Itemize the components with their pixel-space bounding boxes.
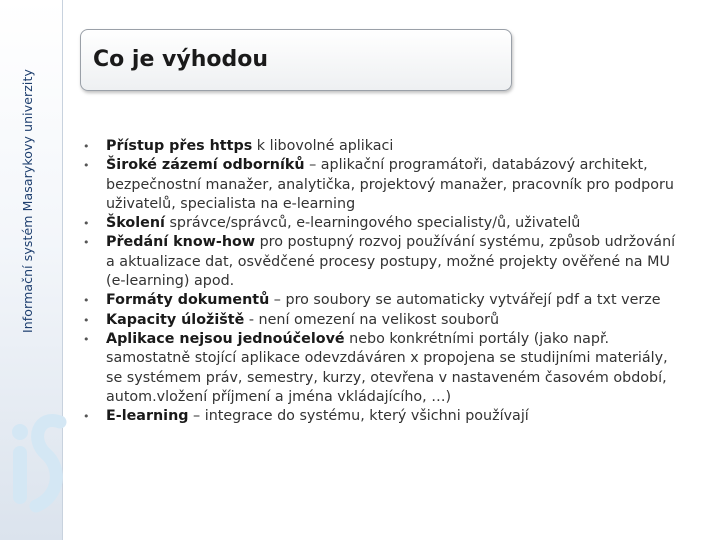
- item-text: pro postupný rozvoj používání systému, způsob udržování a aktualizace dat, osvědčené procesy postupy, možné projekty ověřené na MU (e-learning) apod.: [106, 234, 676, 290]
- list-item: [78, 330, 678, 407]
- bullet-icon: •: [83, 236, 90, 250]
- list-item: [78, 291, 678, 310]
- bullet-icon: •: [83, 217, 90, 231]
- item-bold-text: Předání know-how: [106, 234, 256, 251]
- item-text: – integrace do systému, který všichni používají: [188, 408, 529, 425]
- list-item: [78, 407, 678, 426]
- bullet-list: [78, 137, 678, 426]
- item-text: nebo konkrétními portály (jako např. samostatně stojící aplikace odevzdáváren x propojena se studijními materiály, se systémem práv, semestry, kurzy, otevřena v nastaveném časovém období, autom.vložení příjmení a jména vkládajícího, …): [106, 330, 668, 405]
- list-item: [78, 311, 678, 330]
- list-item: [78, 233, 678, 291]
- bullet-icon: •: [83, 140, 90, 153]
- item-bold-text: Široké zázemí odborníků: [106, 157, 305, 174]
- page-title: Co je výhodou: [93, 47, 269, 72]
- bullet-icon: •: [83, 294, 90, 308]
- item-text: k libovolné aplikaci: [252, 138, 394, 154]
- item-bold-text: Aplikace nejsou jednoúčelové: [106, 330, 345, 347]
- bullet-icon: •: [83, 332, 90, 346]
- is-logo-icon: [8, 410, 68, 520]
- item-bold-text: Formáty dokumentů: [106, 292, 270, 309]
- item-bold-text: Školení: [106, 215, 165, 232]
- item-text: správce/správců, e-learningového specialisty/ů, uživatelů: [164, 215, 581, 232]
- list-item: [78, 156, 678, 214]
- item-text: – aplikační programátoři, databázový architekt, bezpečnostní manažer, analytička, projektový manažer, pracovník pro podporu uživatelů, specialista na e-learning: [106, 157, 674, 212]
- bullet-icon: •: [83, 410, 90, 424]
- sidebar-vertical-title: Informační systém Masarykovy univerzity: [20, 69, 35, 333]
- list-item: [78, 137, 678, 156]
- list-item: [78, 214, 678, 233]
- item-bold-text: Přístup přes https: [106, 138, 253, 154]
- item-text: - není omezení na velikost souborů: [244, 311, 500, 328]
- bullet-icon: •: [83, 313, 90, 327]
- item-bold-text: E-learning: [106, 408, 189, 425]
- title-box: [80, 29, 512, 91]
- item-bold-text: Kapacity úložiště: [106, 311, 245, 328]
- item-text: – pro soubory se automaticky vytvářejí pdf a txt verze: [269, 292, 661, 309]
- bullet-icon: •: [83, 159, 90, 173]
